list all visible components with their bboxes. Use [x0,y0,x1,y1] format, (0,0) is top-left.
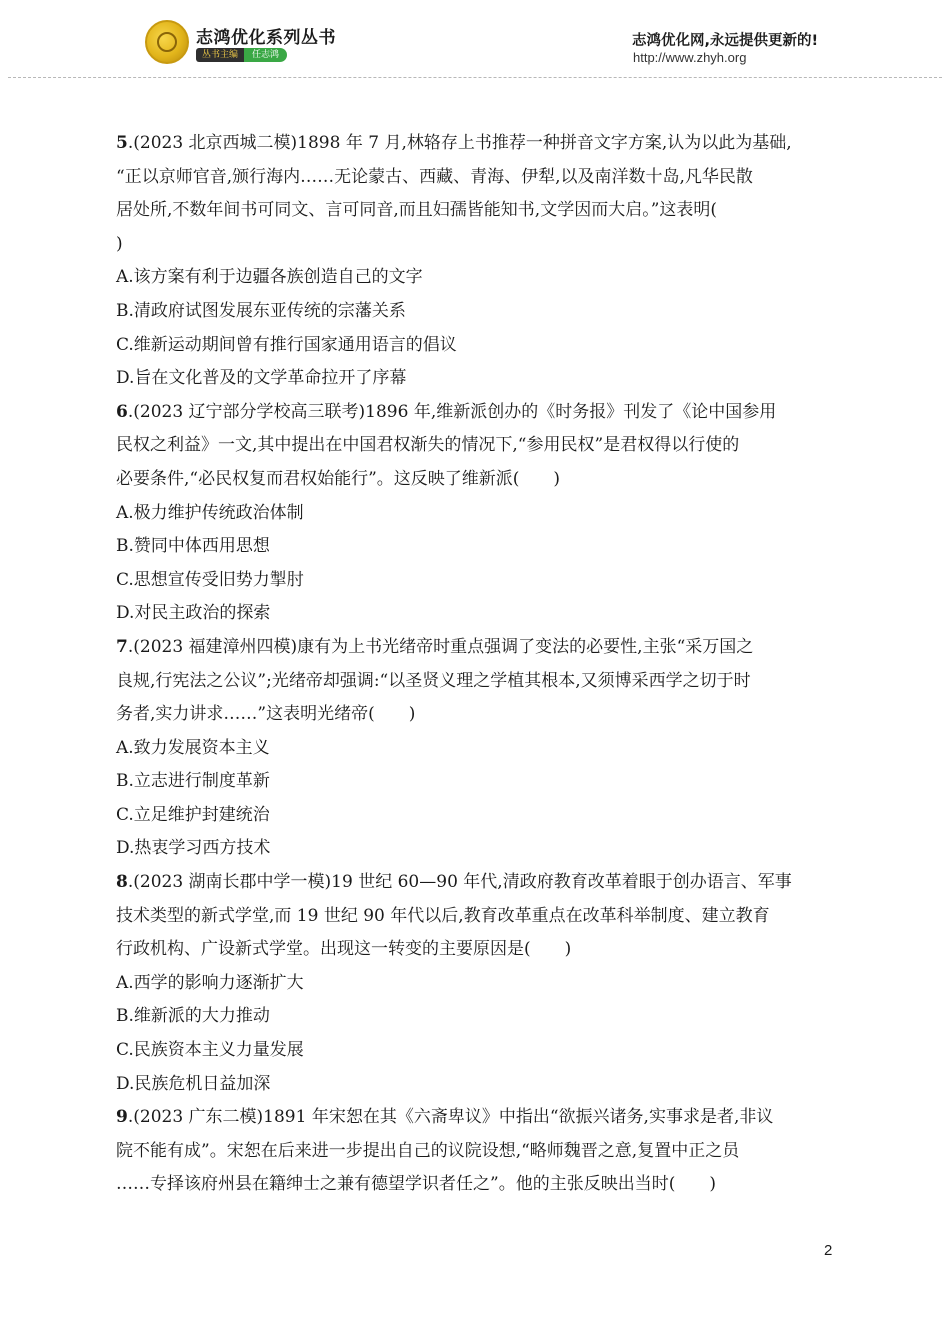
text-line [116,194,836,228]
editor-label: 丛书主编 [196,48,244,62]
text-line [116,799,836,833]
line-text: “正以京师官音,颁行海内……无论蒙古、西藏、青海、伊犁,以及南洋数十岛,凡华民散 [116,166,753,187]
line-text: A.极力维护传统政治体制 [116,502,304,523]
line-text: B.赞同中体西用思想 [116,536,270,557]
text-line [116,362,836,396]
page-header [0,0,950,80]
question-stem-line [116,396,836,430]
text-line [116,564,836,598]
line-text: .(2023 北京西城二模)1898 年 7 月,林辂存上书推荐一种拼音文字方案,认为以此为基础, [127,133,792,153]
question-content [116,127,836,1202]
question-number: 6 [116,401,128,422]
line-text: .(2023 辽宁部分学校高三联考)1896 年,维新派创办的《时务报》刊发了《论中国参用 [127,401,777,422]
text-line [116,1068,836,1102]
line-text: B.维新派的大力推动 [116,1006,270,1027]
line-text: C.思想宣传受旧势力掣肘 [116,569,304,590]
line-text: C.民族资本主义力量发展 [116,1040,304,1061]
text-line [116,463,836,497]
line-text: 行政机构、广设新式学堂。出现这一转变的主要原因是( ) [116,939,572,960]
line-text: C.维新运动期间曾有推行国家通用语言的倡议 [116,334,457,355]
line-text: A.致力发展资本主义 [116,737,270,758]
text-line [116,933,836,967]
series-title: 志鸿优化系列丛书 [196,28,336,48]
editor-badge [196,48,287,62]
line-text: B.清政府试图发展东亚传统的宗藩关系 [116,300,406,321]
line-text: 民权之利益》一文,其中提出在中国君权渐失的情况下,“参用民权”是君权得以行使的 [116,435,740,456]
editor-name: 任志鸿 [244,48,287,62]
question-stem-line [116,866,836,900]
text-line [116,1168,836,1202]
page-number: 2 [824,1242,833,1259]
line-text: D.旨在文化普及的文学革命拉开了序幕 [116,368,407,389]
line-text: D.热衷学习西方技术 [116,838,271,859]
line-text: 居处所,不数年间书可同文、言可同音,而且妇孺皆能知书,文学因而大启。”这表明( [116,200,718,221]
text-line [116,497,836,531]
text-line [116,765,836,799]
brand-logo [145,20,189,64]
line-text: .(2023 广东二模)1891 年宋恕在其《六斋卑议》中指出“欲振兴诸务,实事求是者,非议 [127,1107,774,1128]
text-line [116,1135,836,1169]
text-line [116,261,836,295]
question-number: 7 [116,636,128,657]
text-line [116,161,836,195]
text-line [116,732,836,766]
line-text: ) [116,233,123,254]
text-line [116,228,836,262]
line-text: A.该方案有利于边疆各族创造自己的文字 [116,267,423,288]
line-text: D.民族危机日益加深 [116,1073,271,1094]
text-line [116,665,836,699]
line-text: A.西学的影响力逐渐扩大 [116,972,304,993]
line-text: .(2023 湖南长郡中学一模)19 世纪 60—90 年代,清政府教育改革着眼于创办语言、军事 [127,872,792,893]
text-line [116,900,836,934]
site-slogan: 志鸿优化网,永远提供更新的! [632,33,819,49]
line-text: 必要条件,“必民权复而君权始能行”。这反映了维新派( ) [116,468,561,489]
text-line [116,698,836,732]
question-number: 9 [116,1107,128,1128]
line-text: .(2023 福建漳州四模)康有为上书光绪帝时重点强调了变法的必要性,主张“采万国之 [127,636,754,657]
line-text: 良规,行宪法之公议”;光绪帝却强调:“以圣贤义理之学植其根本,又须博采西学之切于时 [116,670,751,691]
question-stem-line [116,631,836,665]
line-text: D.对民主政治的探索 [116,603,271,624]
text-line [116,530,836,564]
line-text: C.立足维护封建统治 [116,804,270,825]
line-text: B.立志进行制度革新 [116,771,270,792]
question-stem-line [116,127,836,161]
text-line [116,295,836,329]
question-stem-line [116,1101,836,1135]
question-number: 5 [116,133,128,153]
text-line [116,832,836,866]
line-text: ……专择该府州县在籍绅士之兼有德望学识者任之”。他的主张反映出当时( ) [116,1174,716,1195]
text-line [116,1000,836,1034]
text-line [116,967,836,1001]
text-line [116,329,836,363]
line-text: 务者,实力讲求……”这表明光绪帝( ) [116,704,416,725]
question-number: 8 [116,872,128,893]
text-line [116,597,836,631]
text-line [116,1034,836,1068]
text-line [116,429,836,463]
header-divider [8,77,942,78]
site-url[interactable]: http://www.zhyh.org [633,50,747,65]
line-text: 技术类型的新式学堂,而 19 世纪 90 年代以后,教育改革重点在改革科举制度、建立教育 [116,905,770,926]
line-text: 院不能有成”。宋恕在后来进一步提出自己的议院设想,“略师魏晋之意,复置中正之员 [116,1140,740,1161]
